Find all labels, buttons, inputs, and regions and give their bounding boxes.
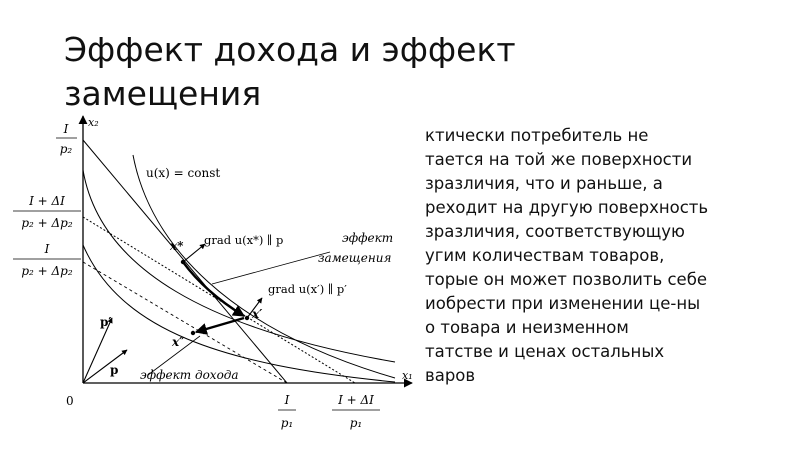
y-tick-IdI: I + ΔI [29,194,65,208]
indifference-curve-label: u(x) = const [146,166,221,180]
y-tick-I: I [63,122,69,136]
grad-vector-xstar [183,244,205,262]
indifference-curve-mid [83,170,395,362]
substitution-effect-label-2: замещения [318,251,392,265]
substitution-effect-label-1: эффект [342,231,394,245]
price-vector-p [83,350,127,383]
origin-label: 0 [66,394,74,408]
vector-p-label: p [110,363,119,377]
body-line: о товара и неизменном [425,318,629,337]
x-axis-label: x₁ [402,369,413,382]
body-line: иобрести при изменении це-ны [425,294,701,313]
title-line-2: замещения [64,74,262,113]
body-line: варов [425,366,476,385]
y-tick-p2dp2-2: p₂ + Δp₂ [21,264,73,278]
x-tick-p1: p₁ [280,416,294,430]
body-line: татстве и ценах остальных [425,342,665,361]
income-effect-arrow [196,318,244,332]
grad-label-xprime: grad u(x′) ∥ p′ [268,282,347,296]
grad-label-xstar: grad u(x*) ∥ p [204,233,284,247]
body-line: ктически потребитель не [425,126,649,145]
body-line: зразличия, что и раньше, а [425,174,663,193]
y-tick-p2dp2: p₂ + Δp₂ [21,216,73,230]
body-line: зразличия, соответствующую [425,222,685,241]
y-tick-p2: p₂ [59,142,73,156]
vector-p-prime-label: p′ [100,315,112,329]
slide-body-text [425,124,765,388]
x-tick-I: I [284,393,290,407]
x-tick-IdI: I + ΔI [338,393,374,407]
point-xdouble-dot [191,331,195,335]
point-xstar-dot [181,260,185,264]
point-xprime-label: x′ [252,307,263,321]
body-line: реходит на другую поверхность [425,198,709,217]
title-line-1: Эффект дохода и эффект [64,30,516,69]
x-tick-p1-2: p₁ [349,416,363,430]
income-effect-label: эффект дохода [140,368,239,382]
y-tick-I-2: I [44,242,50,256]
body-line: тается на той же поверхности [425,150,693,169]
y-axis-label: x₂ [88,116,99,129]
point-xstar-label: x* [170,239,184,253]
substitution-leader-line [212,252,330,284]
body-line: торые он может позволить себе [425,270,708,289]
point-xprime-dot [245,316,249,320]
body-line: угим количествам товаров, [425,246,665,265]
point-xdouble-label: x″ [172,335,185,349]
